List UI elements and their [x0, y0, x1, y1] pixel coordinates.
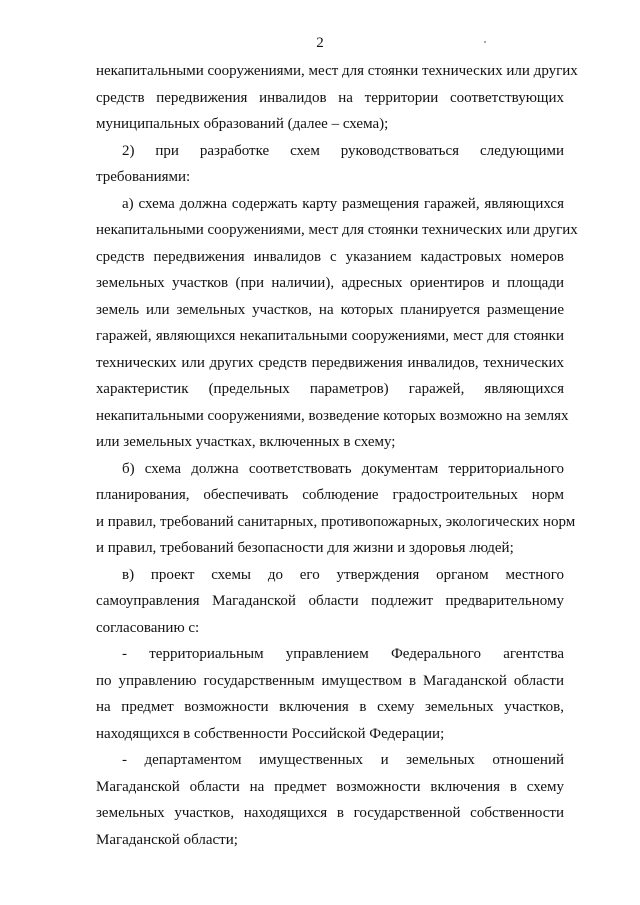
- text-line: некапитальными сооружениями, мест для стоянки технических или других: [96, 222, 578, 238]
- text-line: некапитальными сооружениями, мест для стоянки технических или других: [96, 63, 578, 79]
- text-line: по управлению государственным имуществом в Магаданской области: [96, 673, 564, 689]
- text-line: требованиями:: [96, 169, 191, 185]
- text-line: некапитальными сооружениями, возведение которых возможно на землях: [96, 408, 569, 424]
- text-line: Магаданской области на предмет возможности включения в схему: [96, 779, 564, 795]
- text-line: земельных участков (при наличии), адресных ориентиров и площади: [96, 275, 564, 291]
- page-number: 2: [316, 35, 324, 51]
- text-line: и правил, требований санитарных, противопожарных, экологических норм: [96, 514, 576, 530]
- text-line: б) схема должна соответствовать документам территориального: [122, 461, 564, 477]
- text-line: земель или земельных участков, на которых планируется размещение: [96, 302, 564, 318]
- text-line: на предмет возможности включения в схему земельных участков,: [96, 699, 564, 715]
- text-line: муниципальных образований (далее – схема);: [96, 116, 389, 132]
- text-line: средств передвижения инвалидов с указанием кадастровых номеров: [96, 249, 564, 265]
- text-line: находящихся в собственности Российской Федерации;: [96, 726, 445, 742]
- text-line: самоуправления Магаданской области подлежит предварительному: [96, 593, 564, 609]
- text-line: земельных участков, находящихся в государственной собственности: [96, 805, 564, 821]
- text-line: согласованию с:: [96, 620, 200, 636]
- text-line: характеристик (предельных параметров) гаражей, являющихся: [96, 381, 564, 397]
- text-line: 2) при разработке схем руководствоваться следующими: [122, 143, 564, 159]
- text-line: технических или других средств передвижения инвалидов, технических: [96, 355, 564, 371]
- text-line: гаражей, являющихся некапитальными сооружениями, мест для стоянки: [96, 328, 564, 344]
- text-line: в) проект схемы до его утверждения органом местного: [122, 567, 564, 583]
- text-line: Магаданской области;: [96, 832, 238, 848]
- text-line: или земельных участках, включенных в схему;: [96, 434, 396, 450]
- text-line: - департаментом имущественных и земельных отношений: [122, 752, 564, 768]
- text-line: а) схема должна содержать карту размещения гаражей, являющихся: [122, 196, 564, 212]
- text-line: планирования, обеспечивать соблюдение градостроительных норм: [96, 487, 564, 503]
- text-line: средств передвижения инвалидов на территории соответствующих: [96, 90, 564, 106]
- text-line: - территориальным управлением Федерального агентства: [122, 646, 564, 662]
- text-line: и правил, требований безопасности для жизни и здоровья людей;: [96, 540, 514, 556]
